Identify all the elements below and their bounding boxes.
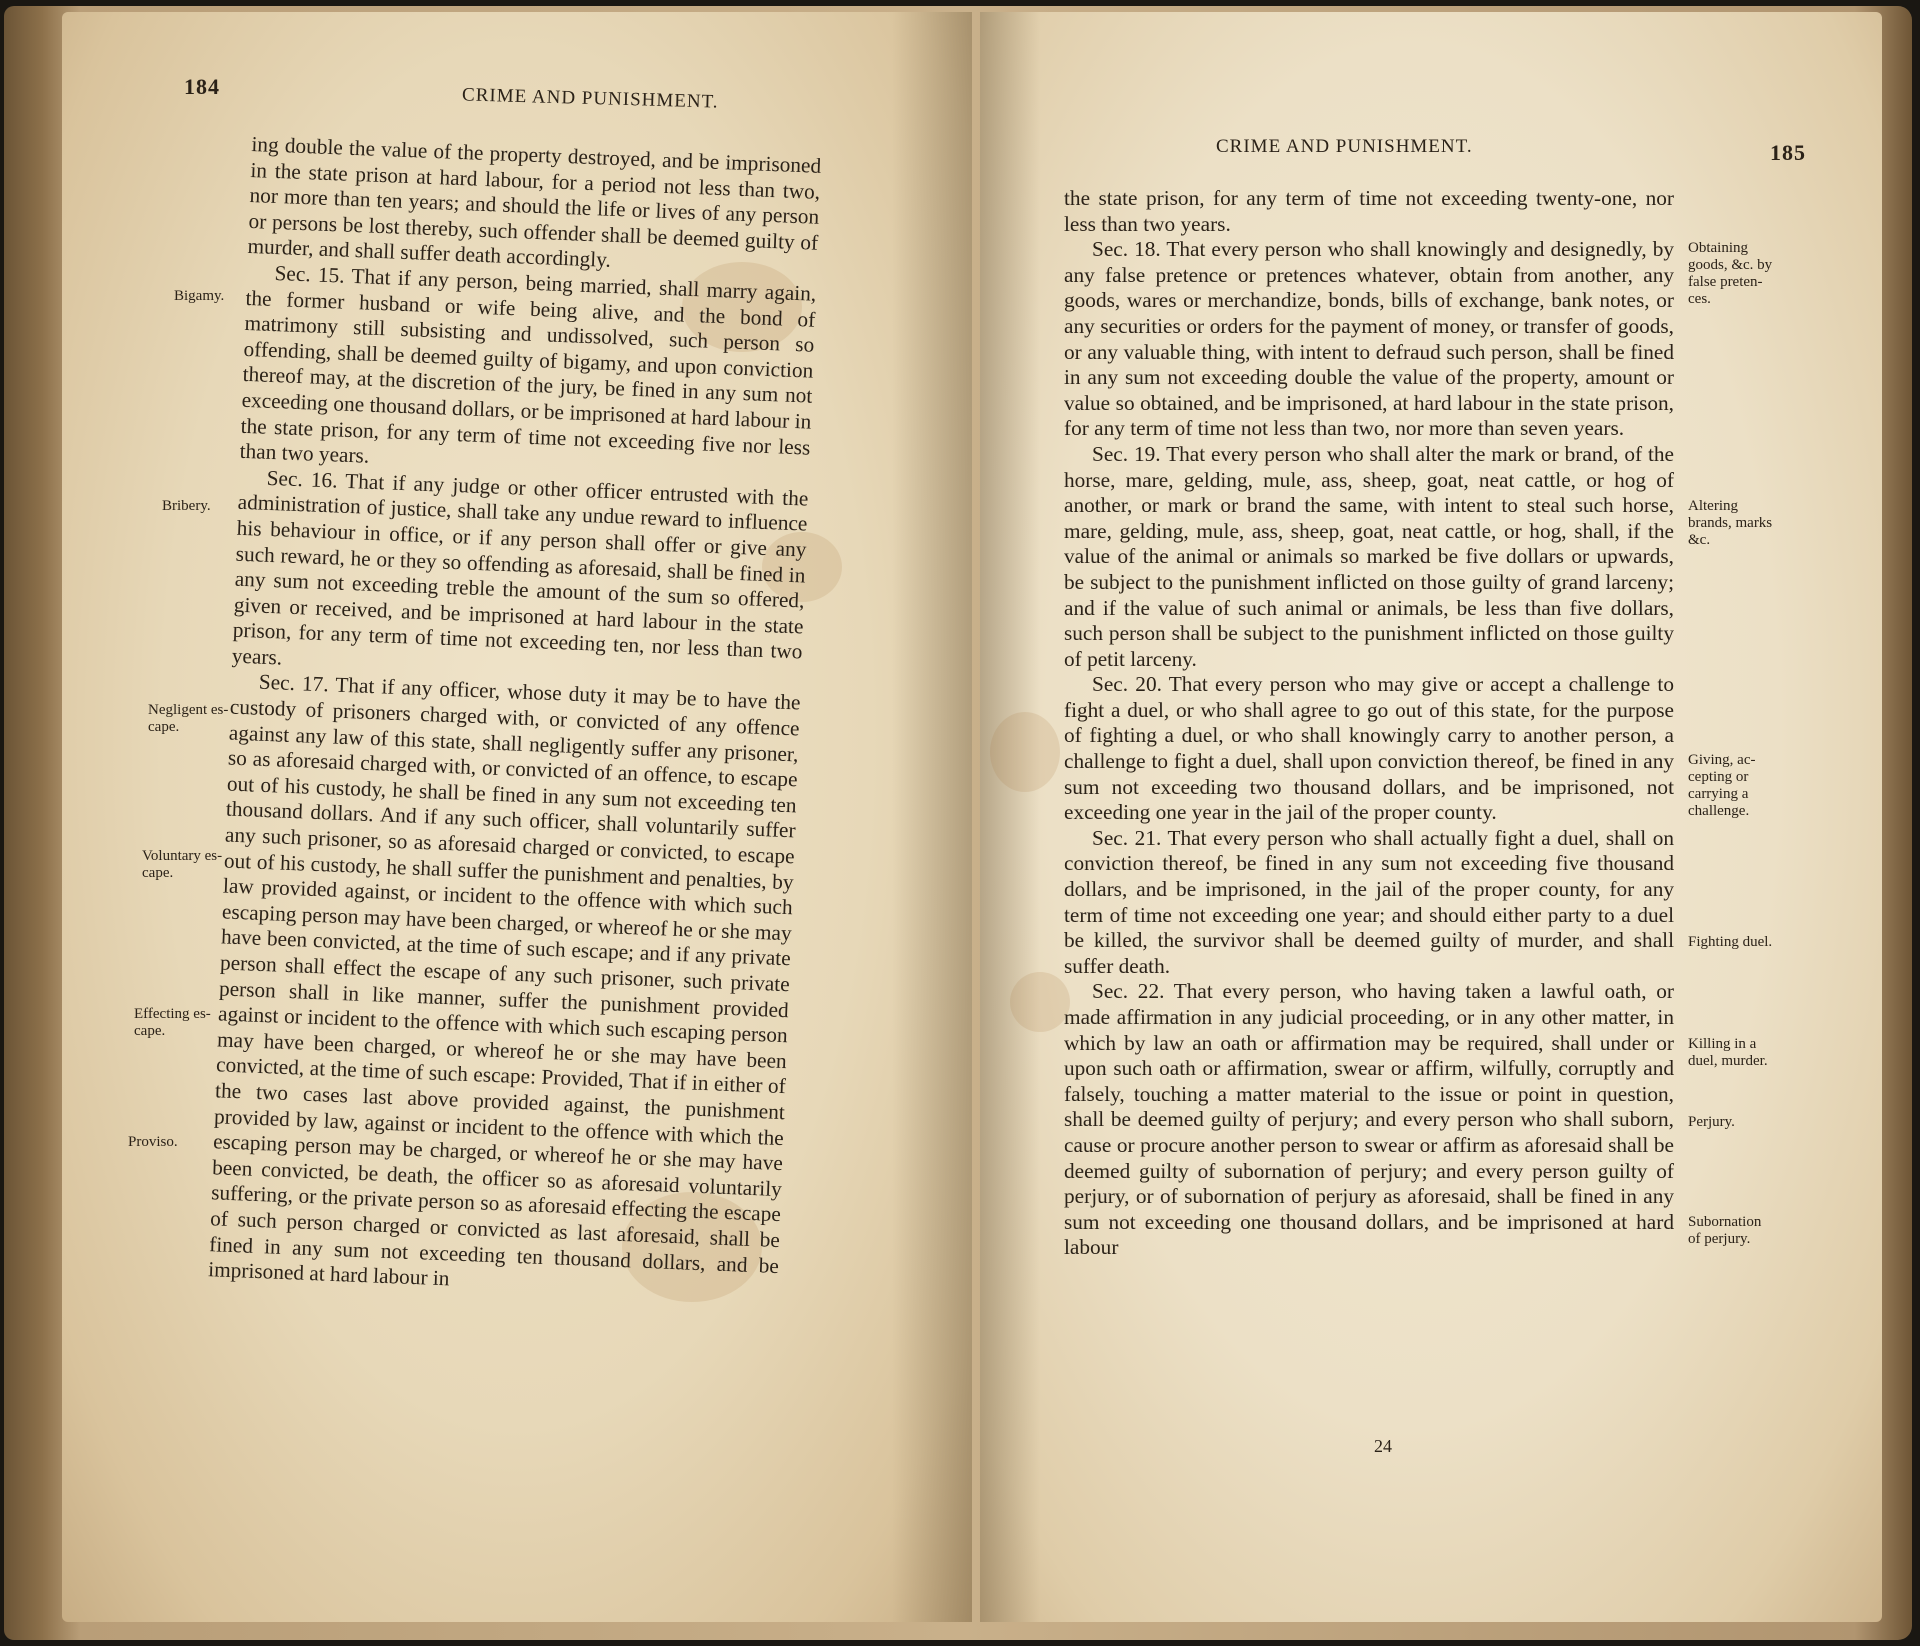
paragraph-sec-18: Sec. 18. That every person who shall knowingly and designedly, by any false pretence or pretences whatever, obtain from another, any goods, wares or merchandize, bonds, bills of exchange, bank notes, or any securities or orders for the payment of money, or transfer of goods, or any valuable thing, with intent to defraud such person, shall be fined in any sum not exceeding double the value of the property, amount or value so obtained, and be imprisoned, at hard labour in the state prison, for any term of time not less than two, nor more than seven years. bbox=[1064, 237, 1674, 441]
paragraph-sec-21: Sec. 21. That every person who shall actually fight a duel, shall on conviction thereof, be fined in any sum not exceeding five thousand dollars, and be imprisoned, in the jail of the proper county, for any term of time not exceeding one year; and should either party to a duel be killed, the survivor shall be deemed guilty of murder, and shall suffer death. bbox=[1064, 825, 1674, 978]
paragraph-sec-19: Sec. 19. That every person who shall alter the mark or brand, of the horse, mare, gelding, mule, ass, sheep, goat, neat cattle, or hog of another, or mark or brand the same, with intent to steal such horse, mare, gelding, mule, ass, sheep, goat, neat cattle, or hog, shall, if the value of the animal or animals so marked be five dollars or upwards, be subject to the punishment inflicted on those guilty of grand larceny; and if the value of such animal or animals, be less than five dollars, such person shall be subject to the punishment inflicted on those guilty of petit larceny. bbox=[1064, 441, 1674, 671]
margin-note-negligent-escape: Negligent es- cape. bbox=[148, 702, 229, 735]
margin-note-voluntary-escape: Voluntary es- cape. bbox=[142, 848, 223, 881]
margin-note-challenge: Giving, ac- cepting or carrying a challenge. bbox=[1688, 752, 1756, 819]
margin-note-proviso: Proviso. bbox=[128, 1134, 178, 1150]
foxing-stain bbox=[1010, 972, 1070, 1032]
right-page-body bbox=[1064, 186, 1674, 1261]
gutter-shadow bbox=[892, 12, 972, 1622]
signature-mark: 24 bbox=[1374, 1436, 1392, 1456]
paragraph-sec-22: Sec. 22. That every person, who having taken a lawful oath, or made affirmation in any judicial proceeding, or in any other matter, in which by law an oath or affirmation may be required, shall under or upon such oath or affirmation, swear or affirm, wilfully, corruptly and falsely, touching a matter material to the issue or point in question, shall be deemed guilty of perjury; and every person who shall suborn, cause or procure another person to swear or affirm as aforesaid shall be deemed guilty of subornation of perjury; and every person guilty of perjury, or of subornation of perjury as aforesaid, shall be fined in any sum not exceeding one thousand dollars, and be imprisoned at hard labour bbox=[1064, 979, 1674, 1260]
margin-note-fighting-duel: Fighting duel. bbox=[1688, 934, 1773, 950]
left-page bbox=[62, 12, 972, 1622]
running-head-right: CRIME AND PUNISHMENT. bbox=[1216, 136, 1473, 157]
paragraph-sec-15: Sec. 15. That if any person, being married, shall marry again, the former husband or wife being alive, and the bond of matrimony still subsisting and undissolved, such person so offending, shall be deemed guilty of bigamy, and upon conviction thereof may, at the discretion of the jury, be fined in any sum not exceeding one thousand dollars, or be imprisoned at hard labour in the state prison, for any term of time not exceeding five nor less than two years. bbox=[239, 260, 817, 468]
left-page-body bbox=[208, 132, 822, 1305]
paragraph-sec-17: Sec. 17. That if any officer, whose duty it may be to have the custody of prisoners charged with, or convicted of any offence against any law of this state, shall negligently suffer any prisoner, so as aforesaid charged with, or convicted of an offence, to escape out of his custody, he shall be fined in any sum not exceeding ten thousand dollars. And if any such officer, shall voluntarily suffer any such prisoner, so as aforesaid charged or convicted, to escape out of his custody, he shall suffer the punishment and penalties, by law provided against, or incident to the offence with which such escaping person may have been charged, or whereof he or she may have been convicted, at the time of such escape; and if any private person shall effect the escape of any such prisoner, such private person shall in like manner, suffer the punishment provided against or incident to the offence with which such escaping person may have been charged, or whereof he or she may have been convicted, at the time of such escape: Provided, That if in either of the two cases last above provided against, the punishment provided by law, against or incident to the offence with which the escaping person may be charged, or whereof he or she may have been convicted, be death, the officer so as aforesaid voluntarily suffering, or the private person so as aforesaid effecting the escape of such person charged or convicted as last aforesaid, shall be fined in any sum not exceeding ten thousand dollars, and be imprisoned at hard labour in bbox=[207, 670, 801, 1291]
page-number-left: 184 bbox=[184, 74, 220, 99]
paragraph-sec-16: Sec. 16. That if any judge or other officer entrusted with the administration of justice, shall take any undue reward to influence his behaviour in office, or if any person shall offer or give any such reward, he or they so offending as aforesaid, shall be fined in any sum not exceeding treble the amount of the sum so offered, given or received, and be imprisoned at hard labour in the state prison, for any term of time not exceeding ten, nor less than two years. bbox=[231, 465, 809, 670]
paragraph: ing double the value of the property destroyed, and be imprisoned in the state prison at hard labour, for a period not less than two, nor more than ten years; and should the life or lives of any person or persons be lost thereby, such offender shall be deemed guilty of murder, and shall suffer death accordingly. bbox=[247, 132, 822, 273]
running-head-left: CRIME AND PUNISHMENT. bbox=[461, 84, 719, 113]
margin-note-subornation: Subornation of perjury. bbox=[1688, 1214, 1762, 1247]
margin-note-killing-in-duel: Killing in a duel, murder. bbox=[1688, 1036, 1768, 1069]
margin-note-perjury: Perjury. bbox=[1688, 1114, 1735, 1130]
margin-note-altering-brands: Altering brands, marks &c. bbox=[1688, 498, 1773, 548]
paragraph: the state prison, for any term of time not exceeding twenty-one, nor less than two years. bbox=[1064, 186, 1674, 236]
open-book bbox=[4, 6, 1912, 1640]
page-number-right: 185 bbox=[1770, 140, 1806, 165]
foxing-stain bbox=[990, 712, 1060, 792]
margin-note-obtaining-goods: Obtaining goods, &c. by false preten- ces. bbox=[1688, 240, 1773, 307]
right-page bbox=[980, 12, 1882, 1622]
margin-note-effecting-escape: Effecting es- cape. bbox=[134, 1006, 211, 1039]
margin-note-bigamy: Bigamy. bbox=[174, 288, 225, 304]
paragraph-sec-20: Sec. 20. That every person who may give or accept a challenge to fight a duel, or who shall agree to go out of this state, for the purpose of fighting a duel, or who shall knowingly carry to another person, a challenge to fight a duel, shall upon conviction thereof, be fined in any sum not exceeding two thousand dollars, and be imprisoned, not exceeding one year in the jail of the proper county. bbox=[1064, 672, 1674, 825]
margin-note-bribery: Bribery. bbox=[162, 498, 211, 514]
gutter-shadow bbox=[980, 12, 1040, 1622]
